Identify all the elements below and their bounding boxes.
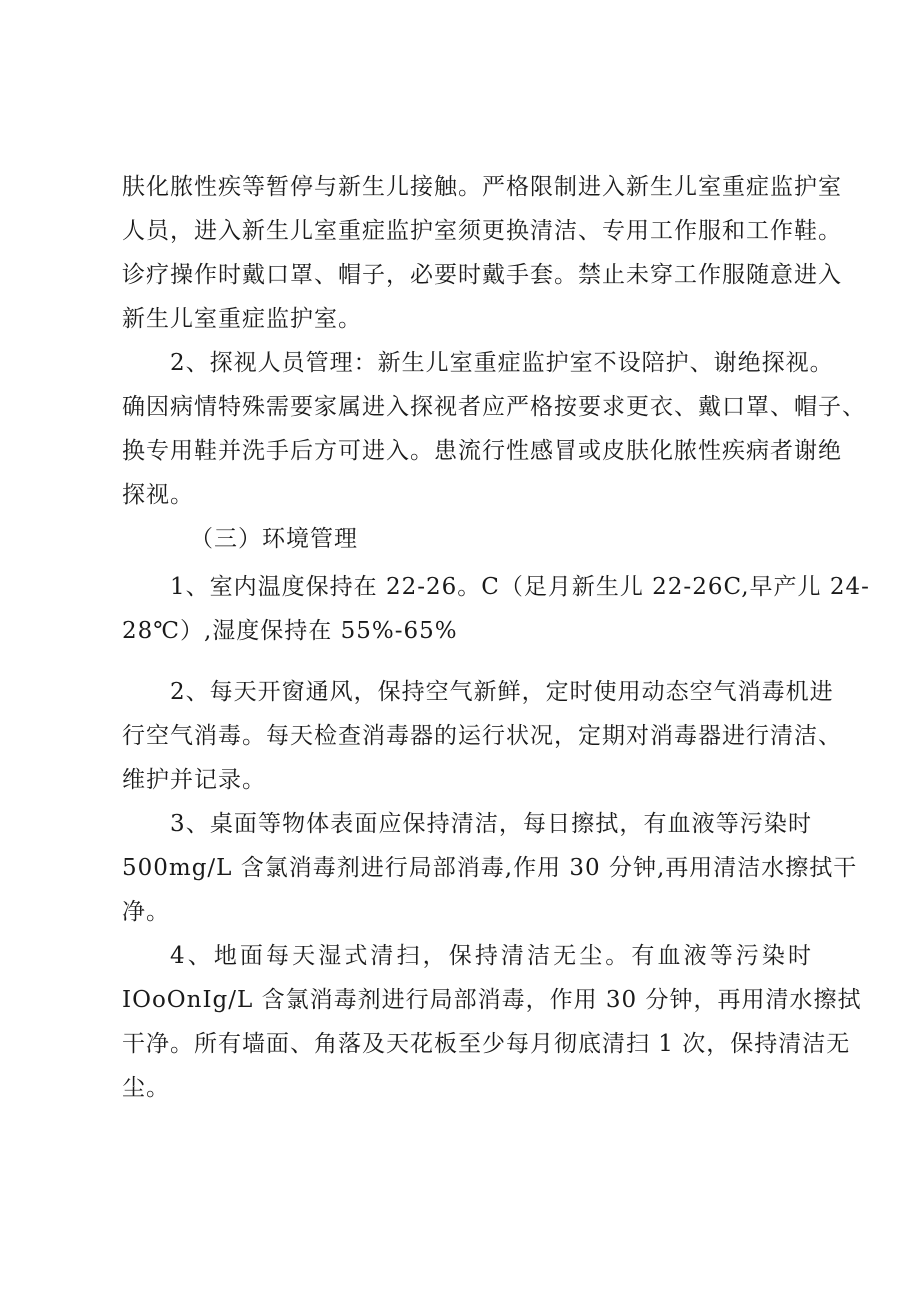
text-line-8: 探视。 <box>122 482 194 508</box>
text-line-17: 净。 <box>122 899 170 925</box>
text-line-1: 肤化脓性疾等暂停与新生儿接触。严格限制进入新生儿室重症监护室 <box>122 174 842 200</box>
text-line-2: 人员，进入新生儿室重症监护室须更换清洁、专用工作服和工作鞋。 <box>122 218 842 244</box>
text-line-3: 诊疗操作时戴口罩、帽子，必要时戴手套。禁止未穿工作服随意进入 <box>122 262 842 288</box>
text-line-7: 换专用鞋并洗手后方可进入。患流行性感冒或皮肤化脓性疾病者谢绝 <box>122 438 842 464</box>
para-temperature: 1、室内温度保持在 22-26。C（足月新生儿 22-26C,早产儿 24- <box>170 574 870 600</box>
section-heading-environment: （三）环境管理 <box>190 526 358 552</box>
text-line-19: IOoOnIg/L 含氯消毒剂进行局部消毒，作用 30 分钟，再用清水擦拭 <box>122 987 862 1013</box>
text-line-21: 尘。 <box>122 1075 170 1101</box>
para-surface-cleaning: 3、桌面等物体表面应保持清洁，每日擦拭，有血液等污染时 <box>170 811 812 837</box>
text-line-4: 新生儿室重症监护室。 <box>122 306 362 332</box>
text-line-6: 确因病情特殊需要家属进入探视者应严格按要求更衣、戴口罩、帽子、 <box>122 394 866 420</box>
text-line-13: 行空气消毒。每天检查消毒器的运行状况，定期对消毒器进行清洁、 <box>122 723 842 749</box>
para-floor-cleaning: 4、地面每天湿式清扫，保持清洁无尘。有血液等污染时 <box>170 943 812 969</box>
para-visitor-management: 2、探视人员管理：新生儿室重症监护室不设陪护、谢绝探视。 <box>170 350 834 376</box>
text-line-16: 500mg∕L 含氯消毒剂进行局部消毒,作用 30 分钟,再用清洁水擦拭干 <box>122 855 858 881</box>
para-ventilation: 2、每天开窗通风，保持空气新鲜，定时使用动态空气消毒机进 <box>170 679 834 705</box>
text-line-11: 28℃）,湿度保持在 55%-65% <box>122 618 458 644</box>
text-line-14: 维护并记录。 <box>122 767 266 793</box>
text-line-20: 干净。所有墙面、角落及天花板至少每月彻底清扫 1 次，保持清洁无 <box>122 1031 851 1057</box>
